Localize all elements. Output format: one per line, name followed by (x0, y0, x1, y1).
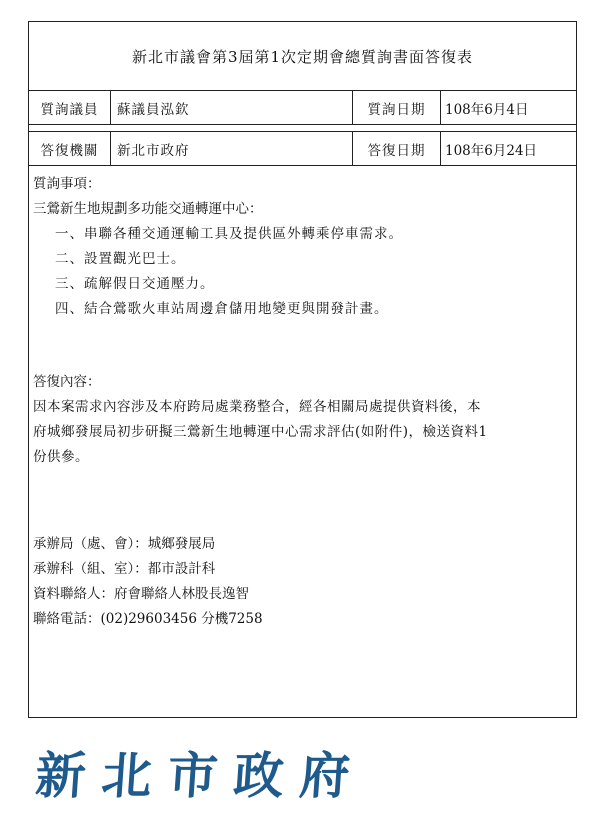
inquiry-topic: 三鶯新生地規劃多功能交通轉運中心： (33, 201, 263, 217)
reply-line: 因本案需求內容涉及本府跨局處業務整合，經各相關局處提供資料後，本 (33, 399, 481, 415)
agency-label: 答復機關 (29, 132, 111, 165)
inquiry-date-label: 質詢日期 (353, 91, 441, 124)
inquirer-label: 質詢議員 (29, 91, 111, 124)
inquiry-heading: 質詢事項： (33, 176, 101, 192)
inquiry-date-value: 108年6月4日 (445, 101, 529, 118)
reply-heading: 答復內容： (33, 374, 101, 390)
reply-form (28, 21, 577, 718)
inquirer-row (29, 91, 576, 125)
agency-value: 新北市政府 (111, 132, 353, 165)
reply-date-label: 答復日期 (353, 132, 441, 165)
reply-date-value: 108年6月24日 (445, 142, 538, 159)
inquiry-item: 二、設置觀光巴士。 (55, 251, 186, 267)
row-gap (29, 125, 576, 132)
government-seal-text: 新北市政府 (33, 747, 368, 805)
contact-phone: 聯絡電話：(02)29603456 分機7258 (33, 611, 263, 627)
reply-line: 份供參。 (33, 449, 89, 465)
form-title: 新北市議會第3屆第1次定期會總質詢書面答復表 (29, 22, 576, 91)
inquiry-item: 三、疏解假日交通壓力。 (55, 276, 215, 292)
inquirer-value: 蘇議員泓欽 (111, 91, 353, 124)
contact-section: 承辦科（組、室）：都市設計科 (33, 561, 216, 577)
inquiry-item: 一、串聯各種交通運輸工具及提供區外轉乘停車需求。 (55, 226, 403, 242)
contact-person: 資料聯絡人：府會聯絡人林股長逸智 (33, 586, 249, 602)
inquiry-item: 四、結合鶯歌火車站周邊倉儲用地變更與開發計畫。 (55, 301, 389, 317)
reply-line: 府城鄉發展局初步研擬三鶯新生地轉運中心需求評估(如附件)，檢送資料1 (33, 424, 488, 440)
agency-row (29, 132, 576, 166)
form-body (29, 166, 576, 632)
contact-bureau: 承辦局（處、會）：城鄉發展局 (33, 536, 216, 552)
